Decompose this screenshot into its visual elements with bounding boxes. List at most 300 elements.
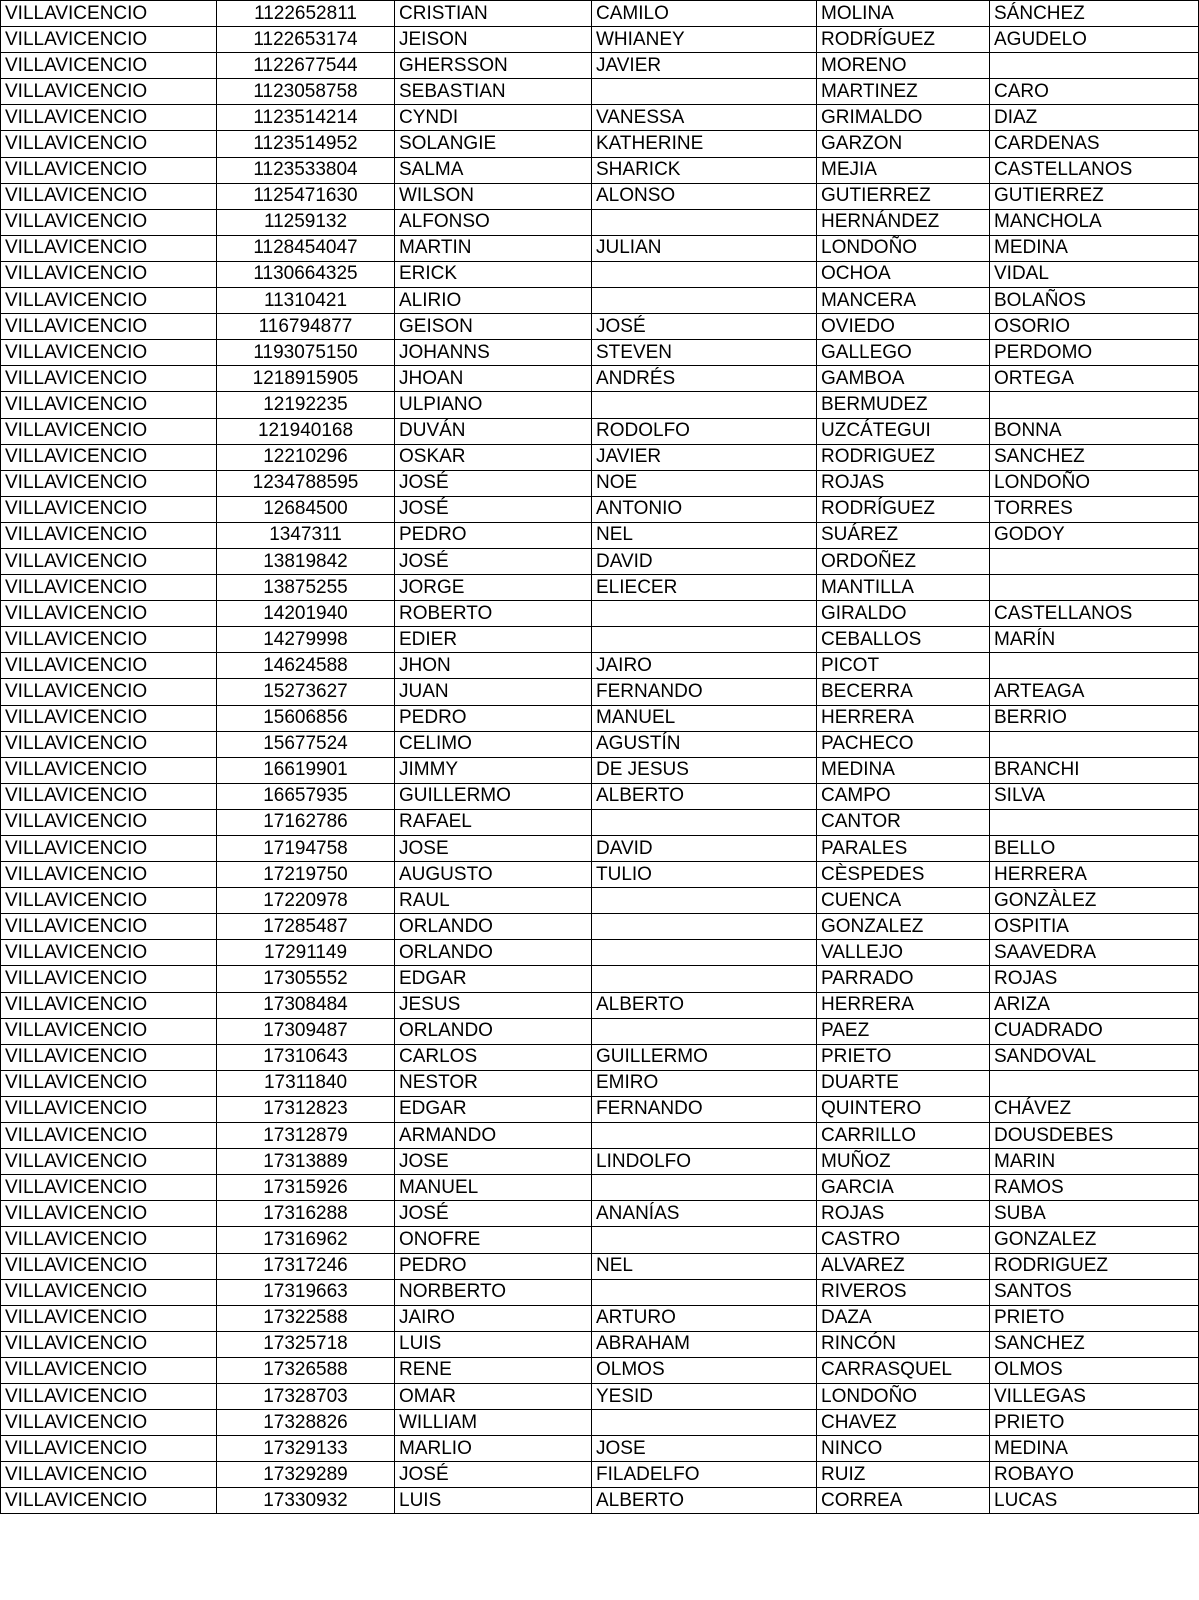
second-surname-cell: GUTIERREZ: [990, 183, 1199, 209]
middle-name-cell: RODOLFO: [592, 418, 817, 444]
first-surname-cell: GARZON: [817, 131, 990, 157]
table-row: [1, 1227, 1199, 1253]
id-number-cell: 1123514952: [217, 131, 395, 157]
second-surname-cell: LUCAS: [990, 1488, 1199, 1514]
id-number-cell: 12210296: [217, 444, 395, 470]
id-number-cell: 1234788595: [217, 470, 395, 496]
first-name-cell: ORLANDO: [395, 914, 592, 940]
table-row: [1, 366, 1199, 392]
city-cell: VILLAVICENCIO: [1, 757, 217, 783]
first-name-cell: SEBASTIAN: [395, 79, 592, 105]
first-name-cell: CELIMO: [395, 731, 592, 757]
middle-name-cell: ALBERTO: [592, 992, 817, 1018]
second-surname-cell: ROBAYO: [990, 1462, 1199, 1488]
first-surname-cell: UZCÁTEGUI: [817, 418, 990, 444]
first-surname-cell: OVIEDO: [817, 314, 990, 340]
id-number-cell: 14201940: [217, 601, 395, 627]
id-number-cell: 11259132: [217, 209, 395, 235]
id-number-cell: 1122653174: [217, 27, 395, 53]
table-row: [1, 1436, 1199, 1462]
second-surname-cell: DOUSDEBES: [990, 1123, 1199, 1149]
table-row: [1, 1305, 1199, 1331]
city-cell: VILLAVICENCIO: [1, 522, 217, 548]
table-row: [1, 235, 1199, 261]
city-cell: VILLAVICENCIO: [1, 392, 217, 418]
first-name-cell: MARLIO: [395, 1436, 592, 1462]
first-name-cell: JOSÉ: [395, 548, 592, 574]
first-surname-cell: CAMPO: [817, 783, 990, 809]
second-surname-cell: CARDENAS: [990, 131, 1199, 157]
first-name-cell: RENE: [395, 1357, 592, 1383]
second-surname-cell: CHÁVEZ: [990, 1096, 1199, 1122]
middle-name-cell: [592, 966, 817, 992]
first-name-cell: GHERSSON: [395, 53, 592, 79]
id-number-cell: 17219750: [217, 862, 395, 888]
middle-name-cell: [592, 1175, 817, 1201]
second-surname-cell: GODOY: [990, 522, 1199, 548]
id-number-cell: 12684500: [217, 496, 395, 522]
city-cell: VILLAVICENCIO: [1, 783, 217, 809]
second-surname-cell: [990, 653, 1199, 679]
middle-name-cell: WHIANEY: [592, 27, 817, 53]
first-surname-cell: LONDOÑO: [817, 1383, 990, 1409]
table-row: [1, 496, 1199, 522]
city-cell: VILLAVICENCIO: [1, 679, 217, 705]
table-row: [1, 392, 1199, 418]
second-surname-cell: BELLO: [990, 836, 1199, 862]
first-name-cell: EDGAR: [395, 1096, 592, 1122]
middle-name-cell: JAVIER: [592, 444, 817, 470]
table-row: [1, 679, 1199, 705]
second-surname-cell: [990, 548, 1199, 574]
first-name-cell: CRISTIAN: [395, 1, 592, 27]
id-number-cell: 17322588: [217, 1305, 395, 1331]
first-name-cell: JOSÉ: [395, 1201, 592, 1227]
middle-name-cell: ANANÍAS: [592, 1201, 817, 1227]
middle-name-cell: [592, 1279, 817, 1305]
first-surname-cell: PICOT: [817, 653, 990, 679]
first-surname-cell: ROJAS: [817, 470, 990, 496]
table-row: [1, 209, 1199, 235]
middle-name-cell: [592, 1018, 817, 1044]
middle-name-cell: AGUSTÍN: [592, 731, 817, 757]
city-cell: VILLAVICENCIO: [1, 288, 217, 314]
second-surname-cell: CARO: [990, 79, 1199, 105]
id-number-cell: 17328703: [217, 1383, 395, 1409]
first-name-cell: JORGE: [395, 575, 592, 601]
second-surname-cell: SANCHEZ: [990, 444, 1199, 470]
middle-name-cell: DAVID: [592, 548, 817, 574]
first-name-cell: JOSE: [395, 1149, 592, 1175]
city-cell: VILLAVICENCIO: [1, 992, 217, 1018]
id-number-cell: 17326588: [217, 1357, 395, 1383]
second-surname-cell: VIDAL: [990, 261, 1199, 287]
middle-name-cell: GUILLERMO: [592, 1044, 817, 1070]
city-cell: VILLAVICENCIO: [1, 496, 217, 522]
city-cell: VILLAVICENCIO: [1, 105, 217, 131]
table-row: [1, 757, 1199, 783]
id-number-cell: 1218915905: [217, 366, 395, 392]
second-surname-cell: SANTOS: [990, 1279, 1199, 1305]
city-cell: VILLAVICENCIO: [1, 131, 217, 157]
city-cell: VILLAVICENCIO: [1, 209, 217, 235]
first-surname-cell: RODRÍGUEZ: [817, 496, 990, 522]
middle-name-cell: ARTURO: [592, 1305, 817, 1331]
second-surname-cell: CASTELLANOS: [990, 157, 1199, 183]
first-name-cell: ERICK: [395, 261, 592, 287]
city-cell: VILLAVICENCIO: [1, 1096, 217, 1122]
city-cell: VILLAVICENCIO: [1, 940, 217, 966]
table-row: [1, 809, 1199, 835]
table-row: [1, 79, 1199, 105]
middle-name-cell: [592, 940, 817, 966]
middle-name-cell: DE JESUS: [592, 757, 817, 783]
city-cell: VILLAVICENCIO: [1, 470, 217, 496]
table-row: [1, 783, 1199, 809]
first-name-cell: ARMANDO: [395, 1123, 592, 1149]
city-cell: VILLAVICENCIO: [1, 1436, 217, 1462]
table-row: [1, 53, 1199, 79]
city-cell: VILLAVICENCIO: [1, 705, 217, 731]
first-name-cell: JOHANNS: [395, 340, 592, 366]
id-number-cell: 1123058758: [217, 79, 395, 105]
first-surname-cell: CHAVEZ: [817, 1410, 990, 1436]
middle-name-cell: ABRAHAM: [592, 1331, 817, 1357]
first-surname-cell: GRIMALDO: [817, 105, 990, 131]
city-cell: VILLAVICENCIO: [1, 261, 217, 287]
first-surname-cell: DAZA: [817, 1305, 990, 1331]
first-name-cell: JESUS: [395, 992, 592, 1018]
middle-name-cell: OLMOS: [592, 1357, 817, 1383]
city-cell: VILLAVICENCIO: [1, 966, 217, 992]
table-row: [1, 340, 1199, 366]
city-cell: VILLAVICENCIO: [1, 366, 217, 392]
second-surname-cell: MARIN: [990, 1149, 1199, 1175]
id-number-cell: 17220978: [217, 888, 395, 914]
table-row: [1, 914, 1199, 940]
city-cell: VILLAVICENCIO: [1, 731, 217, 757]
table-row: [1, 627, 1199, 653]
table-row: [1, 1070, 1199, 1096]
first-name-cell: EDGAR: [395, 966, 592, 992]
first-name-cell: RAFAEL: [395, 809, 592, 835]
second-surname-cell: GONZÀLEZ: [990, 888, 1199, 914]
middle-name-cell: VANESSA: [592, 105, 817, 131]
middle-name-cell: JAVIER: [592, 53, 817, 79]
second-surname-cell: SANCHEZ: [990, 1331, 1199, 1357]
first-surname-cell: GALLEGO: [817, 340, 990, 366]
id-number-cell: 121940168: [217, 418, 395, 444]
city-cell: VILLAVICENCIO: [1, 418, 217, 444]
middle-name-cell: [592, 1410, 817, 1436]
city-cell: VILLAVICENCIO: [1, 809, 217, 835]
first-surname-cell: MORENO: [817, 53, 990, 79]
table-row: [1, 105, 1199, 131]
second-surname-cell: AGUDELO: [990, 27, 1199, 53]
middle-name-cell: [592, 288, 817, 314]
table-row: [1, 288, 1199, 314]
first-name-cell: JIMMY: [395, 757, 592, 783]
id-number-cell: 17330932: [217, 1488, 395, 1514]
id-number-cell: 17194758: [217, 836, 395, 862]
city-cell: VILLAVICENCIO: [1, 862, 217, 888]
middle-name-cell: ELIECER: [592, 575, 817, 601]
second-surname-cell: ARIZA: [990, 992, 1199, 1018]
middle-name-cell: ALONSO: [592, 183, 817, 209]
middle-name-cell: JAIRO: [592, 653, 817, 679]
second-surname-cell: [990, 575, 1199, 601]
first-name-cell: OMAR: [395, 1383, 592, 1409]
id-number-cell: 1130664325: [217, 261, 395, 287]
table-row: [1, 1175, 1199, 1201]
first-surname-cell: RODRÍGUEZ: [817, 27, 990, 53]
id-number-cell: 17329133: [217, 1436, 395, 1462]
first-name-cell: JHON: [395, 653, 592, 679]
id-number-cell: 1123514214: [217, 105, 395, 131]
table-body: [1, 1, 1199, 1514]
first-name-cell: LUIS: [395, 1331, 592, 1357]
id-number-cell: 1128454047: [217, 235, 395, 261]
middle-name-cell: JULIAN: [592, 235, 817, 261]
table-row: [1, 314, 1199, 340]
first-surname-cell: HERRERA: [817, 992, 990, 1018]
table-row: [1, 836, 1199, 862]
table-row: [1, 131, 1199, 157]
middle-name-cell: ANTONIO: [592, 496, 817, 522]
second-surname-cell: RODRIGUEZ: [990, 1253, 1199, 1279]
second-surname-cell: HERRERA: [990, 862, 1199, 888]
city-cell: VILLAVICENCIO: [1, 340, 217, 366]
first-surname-cell: CUENCA: [817, 888, 990, 914]
id-number-cell: 17313889: [217, 1149, 395, 1175]
table-row: [1, 522, 1199, 548]
second-surname-cell: [990, 53, 1199, 79]
first-name-cell: MANUEL: [395, 1175, 592, 1201]
id-number-cell: 1125471630: [217, 183, 395, 209]
middle-name-cell: TULIO: [592, 862, 817, 888]
city-cell: VILLAVICENCIO: [1, 183, 217, 209]
table-row: [1, 862, 1199, 888]
table-row: [1, 705, 1199, 731]
second-surname-cell: BRANCHI: [990, 757, 1199, 783]
id-number-cell: 17311840: [217, 1070, 395, 1096]
first-surname-cell: LONDOÑO: [817, 235, 990, 261]
first-surname-cell: HERRERA: [817, 705, 990, 731]
second-surname-cell: MEDINA: [990, 1436, 1199, 1462]
middle-name-cell: EMIRO: [592, 1070, 817, 1096]
id-number-cell: 14624588: [217, 653, 395, 679]
first-name-cell: CARLOS: [395, 1044, 592, 1070]
city-cell: VILLAVICENCIO: [1, 601, 217, 627]
second-surname-cell: SILVA: [990, 783, 1199, 809]
table-row: [1, 1201, 1199, 1227]
id-number-cell: 17316962: [217, 1227, 395, 1253]
city-cell: VILLAVICENCIO: [1, 1044, 217, 1070]
second-surname-cell: BONNA: [990, 418, 1199, 444]
id-number-cell: 12192235: [217, 392, 395, 418]
second-surname-cell: ROJAS: [990, 966, 1199, 992]
id-number-cell: 17312823: [217, 1096, 395, 1122]
table-row: [1, 157, 1199, 183]
first-surname-cell: CARRILLO: [817, 1123, 990, 1149]
id-number-cell: 13819842: [217, 548, 395, 574]
first-surname-cell: CANTOR: [817, 809, 990, 835]
first-surname-cell: PACHECO: [817, 731, 990, 757]
city-cell: VILLAVICENCIO: [1, 235, 217, 261]
middle-name-cell: JOSE: [592, 1436, 817, 1462]
city-cell: VILLAVICENCIO: [1, 1279, 217, 1305]
table-row: [1, 731, 1199, 757]
city-cell: VILLAVICENCIO: [1, 157, 217, 183]
city-cell: VILLAVICENCIO: [1, 314, 217, 340]
id-number-cell: 17319663: [217, 1279, 395, 1305]
table-row: [1, 992, 1199, 1018]
id-number-cell: 14279998: [217, 627, 395, 653]
first-surname-cell: MARTINEZ: [817, 79, 990, 105]
second-surname-cell: CUADRADO: [990, 1018, 1199, 1044]
middle-name-cell: LINDOLFO: [592, 1149, 817, 1175]
first-name-cell: NORBERTO: [395, 1279, 592, 1305]
second-surname-cell: OSORIO: [990, 314, 1199, 340]
table-row: [1, 1096, 1199, 1122]
first-surname-cell: RINCÓN: [817, 1331, 990, 1357]
id-number-cell: 11310421: [217, 288, 395, 314]
middle-name-cell: DAVID: [592, 836, 817, 862]
table-row: [1, 1410, 1199, 1436]
first-name-cell: ONOFRE: [395, 1227, 592, 1253]
first-surname-cell: ALVAREZ: [817, 1253, 990, 1279]
middle-name-cell: [592, 1227, 817, 1253]
city-cell: VILLAVICENCIO: [1, 444, 217, 470]
first-surname-cell: RODRIGUEZ: [817, 444, 990, 470]
second-surname-cell: OSPITIA: [990, 914, 1199, 940]
first-name-cell: WILSON: [395, 183, 592, 209]
city-cell: VILLAVICENCIO: [1, 1, 217, 27]
table-row: [1, 1279, 1199, 1305]
first-name-cell: JOSÉ: [395, 1462, 592, 1488]
table-row: [1, 940, 1199, 966]
first-surname-cell: PRIETO: [817, 1044, 990, 1070]
second-surname-cell: SÁNCHEZ: [990, 1, 1199, 27]
second-surname-cell: [990, 392, 1199, 418]
city-cell: VILLAVICENCIO: [1, 27, 217, 53]
city-cell: VILLAVICENCIO: [1, 575, 217, 601]
city-cell: VILLAVICENCIO: [1, 1227, 217, 1253]
second-surname-cell: ORTEGA: [990, 366, 1199, 392]
city-cell: VILLAVICENCIO: [1, 79, 217, 105]
first-name-cell: JEISON: [395, 27, 592, 53]
id-number-cell: 13875255: [217, 575, 395, 601]
first-surname-cell: GONZALEZ: [817, 914, 990, 940]
first-name-cell: ORLANDO: [395, 1018, 592, 1044]
city-cell: VILLAVICENCIO: [1, 653, 217, 679]
first-surname-cell: CARRASQUEL: [817, 1357, 990, 1383]
first-surname-cell: OCHOA: [817, 261, 990, 287]
id-number-cell: 1347311: [217, 522, 395, 548]
first-surname-cell: GARCIA: [817, 1175, 990, 1201]
first-name-cell: CYNDI: [395, 105, 592, 131]
id-number-cell: 1123533804: [217, 157, 395, 183]
first-name-cell: AUGUSTO: [395, 862, 592, 888]
middle-name-cell: ALBERTO: [592, 783, 817, 809]
middle-name-cell: [592, 601, 817, 627]
city-cell: VILLAVICENCIO: [1, 1149, 217, 1175]
first-surname-cell: QUINTERO: [817, 1096, 990, 1122]
first-surname-cell: MANTILLA: [817, 575, 990, 601]
first-surname-cell: GIRALDO: [817, 601, 990, 627]
id-number-cell: 17325718: [217, 1331, 395, 1357]
city-cell: VILLAVICENCIO: [1, 888, 217, 914]
first-name-cell: ALFONSO: [395, 209, 592, 235]
id-number-cell: 15606856: [217, 705, 395, 731]
first-name-cell: DUVÁN: [395, 418, 592, 444]
city-cell: VILLAVICENCIO: [1, 1201, 217, 1227]
second-surname-cell: SANDOVAL: [990, 1044, 1199, 1070]
first-surname-cell: BERMUDEZ: [817, 392, 990, 418]
second-surname-cell: [990, 809, 1199, 835]
first-name-cell: RAUL: [395, 888, 592, 914]
table-row: [1, 1149, 1199, 1175]
middle-name-cell: [592, 888, 817, 914]
table-row: [1, 1, 1199, 27]
id-number-cell: 17305552: [217, 966, 395, 992]
first-surname-cell: GUTIERREZ: [817, 183, 990, 209]
first-name-cell: PEDRO: [395, 522, 592, 548]
first-surname-cell: ROJAS: [817, 1201, 990, 1227]
second-surname-cell: VILLEGAS: [990, 1383, 1199, 1409]
first-surname-cell: CORREA: [817, 1488, 990, 1514]
table-row: [1, 575, 1199, 601]
id-number-cell: 17312879: [217, 1123, 395, 1149]
id-number-cell: 15677524: [217, 731, 395, 757]
first-surname-cell: NINCO: [817, 1436, 990, 1462]
middle-name-cell: [592, 1123, 817, 1149]
first-name-cell: MARTIN: [395, 235, 592, 261]
first-name-cell: ROBERTO: [395, 601, 592, 627]
first-surname-cell: RIVEROS: [817, 1279, 990, 1305]
city-cell: VILLAVICENCIO: [1, 836, 217, 862]
city-cell: VILLAVICENCIO: [1, 1410, 217, 1436]
first-surname-cell: MEDINA: [817, 757, 990, 783]
city-cell: VILLAVICENCIO: [1, 1175, 217, 1201]
city-cell: VILLAVICENCIO: [1, 1123, 217, 1149]
middle-name-cell: [592, 627, 817, 653]
table-row: [1, 470, 1199, 496]
city-cell: VILLAVICENCIO: [1, 1018, 217, 1044]
middle-name-cell: CAMILO: [592, 1, 817, 27]
table-row: [1, 1488, 1199, 1514]
city-cell: VILLAVICENCIO: [1, 548, 217, 574]
first-name-cell: OSKAR: [395, 444, 592, 470]
middle-name-cell: YESID: [592, 1383, 817, 1409]
table-row: [1, 548, 1199, 574]
table-row: [1, 183, 1199, 209]
first-surname-cell: BECERRA: [817, 679, 990, 705]
first-surname-cell: CEBALLOS: [817, 627, 990, 653]
second-surname-cell: PERDOMO: [990, 340, 1199, 366]
first-name-cell: JOSÉ: [395, 470, 592, 496]
first-name-cell: ALIRIO: [395, 288, 592, 314]
id-number-cell: 17162786: [217, 809, 395, 835]
middle-name-cell: KATHERINE: [592, 131, 817, 157]
first-name-cell: SALMA: [395, 157, 592, 183]
table-row: [1, 1331, 1199, 1357]
first-surname-cell: PARALES: [817, 836, 990, 862]
table-row: [1, 1383, 1199, 1409]
id-number-cell: 17310643: [217, 1044, 395, 1070]
id-number-cell: 17285487: [217, 914, 395, 940]
second-surname-cell: ARTEAGA: [990, 679, 1199, 705]
